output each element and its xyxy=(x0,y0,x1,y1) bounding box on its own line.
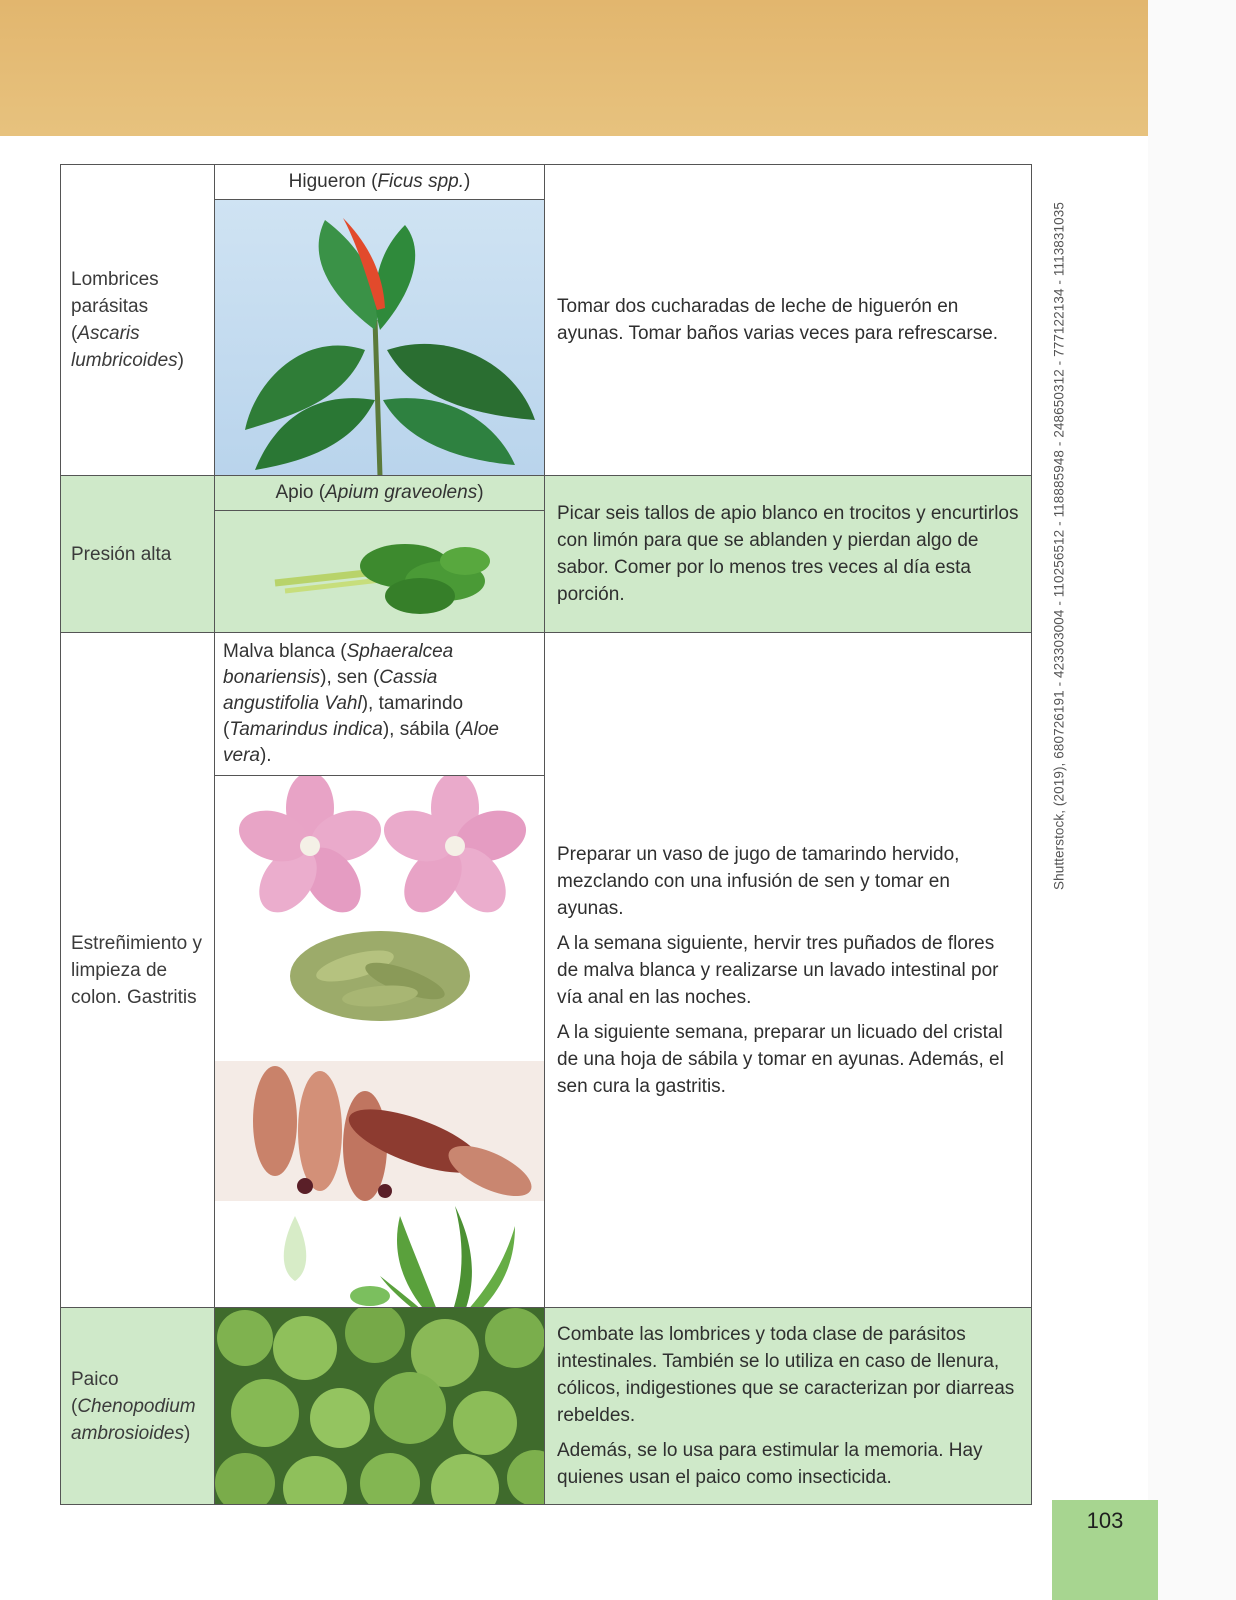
paren: ) xyxy=(477,482,484,503)
paren: ( xyxy=(318,482,326,503)
ailment-cell xyxy=(61,476,215,632)
ailment-latin: Ascaris lumbricoides xyxy=(71,323,178,371)
header-band xyxy=(0,0,1148,136)
plant-cell xyxy=(215,1308,545,1504)
plant-name: ). xyxy=(259,745,272,766)
table-row xyxy=(61,165,1031,475)
page-edge xyxy=(1148,0,1236,1600)
table-row xyxy=(61,475,1031,632)
ailment-latin: Chenopodium ambrosioides xyxy=(71,1395,196,1444)
remedy-text: Además, se lo usa para estimular la memoria. Hay quienes usan el paico como insecticida. xyxy=(557,1440,983,1488)
remedy-text: A la siguiente semana, preparar un licuado del cristal de una hoja de sábila y tomar en ayunas. Además, el sen cura la gastritis. xyxy=(557,1022,1004,1097)
plant-name: ), sen ( xyxy=(320,667,380,688)
remedy-cell xyxy=(545,1308,1031,1504)
remedy-cell xyxy=(545,633,1031,1307)
plant-latin: Tamarindus indica xyxy=(229,719,383,740)
ailment-name: Presión alta xyxy=(71,543,172,565)
plant-name: Higueron xyxy=(288,171,372,192)
ailment-name: Lombrices parásitas xyxy=(71,269,159,317)
plant-cell xyxy=(215,165,545,475)
celery-image xyxy=(215,511,544,632)
ailment-cell xyxy=(61,165,215,475)
plant-name: Apio xyxy=(275,482,319,503)
plant-cell xyxy=(215,476,545,632)
remedy-text: A la semana siguiente, hervir tres puñados de flores de malva blanca y realizarse un lavado intestinal por vía anal en las noches. xyxy=(557,933,999,1008)
mixed-plants-photo xyxy=(215,776,544,1307)
remedies-table xyxy=(60,164,1032,1505)
paico-plants-image xyxy=(215,1308,544,1504)
malva-sen-tamarindo-sabila-image xyxy=(215,776,544,1307)
plant-name: ), tamarindo ( xyxy=(223,693,464,740)
plant-latin: Ficus spp. xyxy=(377,171,464,192)
plant-latin: Apium graveolens xyxy=(325,482,478,503)
page-number: 103 xyxy=(1052,1500,1158,1600)
remedy-text: Preparar un vaso de jugo de tamarindo hervido, mezclando con una infusión de sen y tomar en ayunas. xyxy=(557,844,960,919)
plant-caption xyxy=(215,165,544,200)
plant-caption xyxy=(215,633,544,776)
ailment-name: Paico xyxy=(71,1368,119,1390)
paren: ( xyxy=(371,171,378,192)
apio-photo xyxy=(215,511,544,632)
remedy-text: Tomar dos cucharadas de leche de higuerón en ayunas. Tomar baños varias veces para refrescarse. xyxy=(557,296,999,344)
table-row xyxy=(61,1307,1031,1504)
paico-photo xyxy=(215,1308,544,1504)
plant-latin: Aloe vera xyxy=(223,719,499,766)
ailment-name: Estreñimiento y limpieza de colon. Gastritis xyxy=(71,932,202,1008)
higueron-photo xyxy=(215,200,544,475)
paren: ( xyxy=(71,323,78,344)
paren: ) xyxy=(184,1422,191,1444)
paren: ) xyxy=(177,350,184,371)
remedy-text: Combate las lombrices y toda clase de parásitos intestinales. También se lo utiliza en caso de llenura, cólicos, indigestiones que se caracterizan por diarreas rebeldes. xyxy=(557,1324,1015,1426)
paren: ( xyxy=(71,1395,78,1417)
plant-latin: Sphaeralcea bonariensis xyxy=(223,641,454,688)
plant-caption xyxy=(215,476,544,511)
remedy-text: Picar seis tallos de apio blanco en trocitos y encurtirlos con limón para que se ablanden y pierdan algo de sabor. Comer por lo menos tres veces al día esta porción. xyxy=(557,503,1019,605)
ailment-cell xyxy=(61,1308,215,1504)
ailment-cell xyxy=(61,633,215,1307)
image-credit: Shutterstock, (2019), 680726191 - 423303004 - 110256512 - 118885948 - 248650312 - 777122134 - 1113831035 xyxy=(1051,202,1067,890)
remedy-cell xyxy=(545,476,1031,632)
plant-latin: Cassia angustifolia Vahl xyxy=(223,667,438,714)
plant-name: ), sábila ( xyxy=(382,719,461,740)
ficus-plant-image xyxy=(215,200,544,475)
plant-cell xyxy=(215,633,545,1307)
table-row xyxy=(61,632,1031,1307)
paren: ) xyxy=(463,171,471,192)
plant-name: Malva blanca ( xyxy=(223,641,347,662)
remedy-cell xyxy=(545,165,1031,475)
